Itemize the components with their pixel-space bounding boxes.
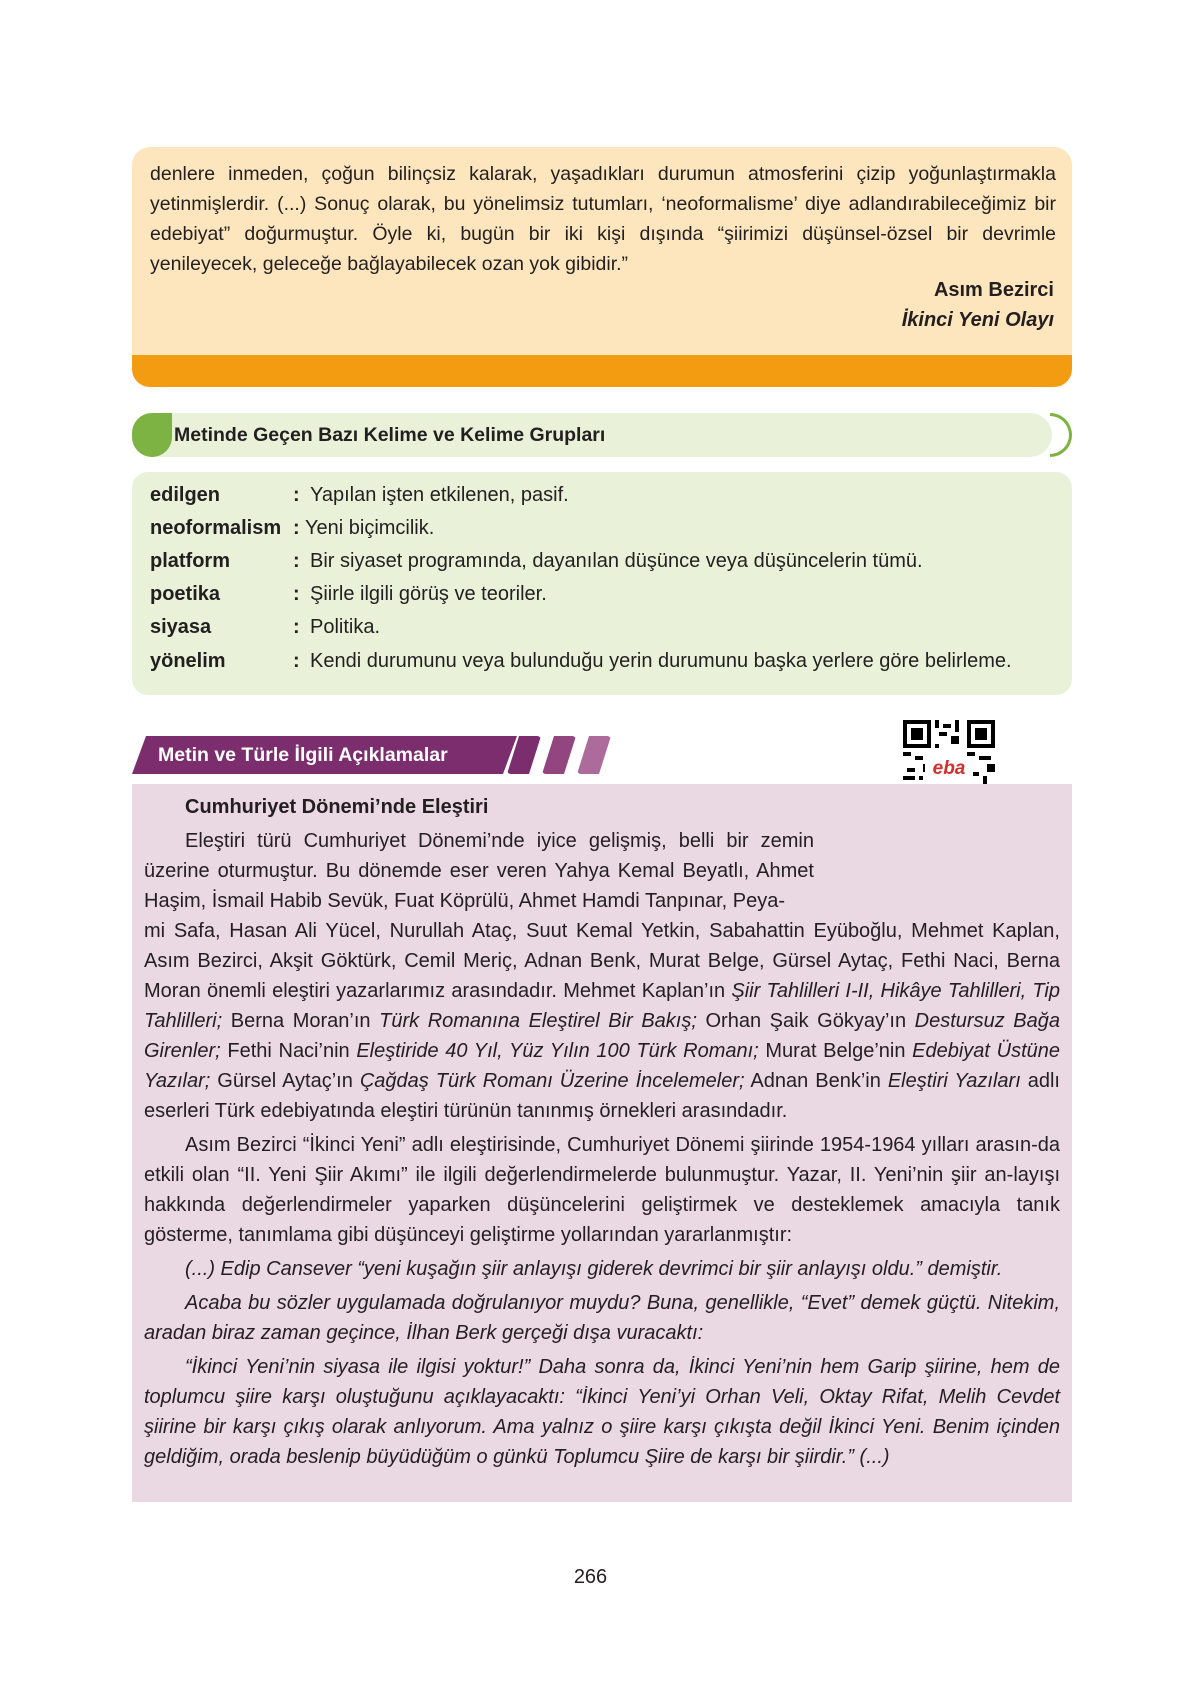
section-heading: Cumhuriyet Dönemi’nde Eleştiri (185, 796, 489, 818)
paragraph: Acaba bu sözler uygulamada doğrulanıyor muydu? Buna, genellikle, “Evet” demek güçtü. Nitekim, aradan biraz zaman geçince, İlhan Berk gerçeği dışa vuracaktı: (144, 1292, 1060, 1344)
section-header (132, 736, 612, 774)
vocab-term: poetika (150, 583, 221, 605)
quote-author: Asım Bezirci (933, 279, 1054, 301)
quote-text: denlere inmeden, çoğun bilinçsiz kalarak, yaşadıkları durumun atmosferini çizip yoğunlaştırmakla yetinmişlerdir. (...) Sonuç olarak, bu yönelimsiz tutumları, ‘neoformalisme’ diye adlandırabileceğimiz bir edebiyat” doğurmuştur. Öyle ki, bugün bir iki kişi dışında “şiirimizi düşünsel-özsel bir devrimle yenileyecek, geleceğe bağlayabilecek ozan yok gibidir.” (150, 163, 1056, 275)
vocab-colon: : (293, 616, 300, 638)
quote-accent-bar (132, 355, 1072, 387)
quote-source: İkinci Yeni Olayı (901, 309, 1054, 331)
vocab-definition: Kendi durumunu veya bulunduğu yerin durumunu başka yerlere göre belirleme. (310, 650, 1012, 672)
vocab-colon: : (293, 650, 300, 672)
vocab-colon: : (293, 550, 300, 572)
page-number: 266 (573, 1566, 608, 1588)
section-title: Metin ve Türle İlgili Açıklamalar (158, 744, 448, 766)
body-text (144, 826, 1060, 1472)
vocab-definition: Politika. (310, 616, 381, 638)
vocab-list (132, 472, 1072, 695)
vocab-colon: : (293, 517, 300, 539)
vocab-header (132, 413, 1072, 457)
main-panel (132, 784, 1072, 1502)
vocab-definition: Şiirle ilgili görüş ve teoriler. (310, 583, 547, 605)
eba-logo: eba (925, 758, 973, 780)
vocab-term: siyasa (150, 616, 212, 638)
vocab-title: Metinde Geçen Bazı Kelime ve Kelime Grupları (174, 424, 606, 446)
vocab-definition: Yeni biçimcilik. (305, 517, 435, 539)
vocab-definition: Bir siyaset programında, dayanılan düşünce veya düşüncelerin tümü. (310, 550, 923, 572)
vocab-term: platform (150, 550, 230, 572)
vocab-term: neoformalism (150, 517, 282, 539)
vocab-definition: Yapılan işten etkilenen, pasif. (310, 484, 569, 506)
paragraph: (...) Edip Cansever “yeni kuşağın şiir anlayışı giderek devrimci bir şiir anlayışı oldu.” demiştir. (185, 1258, 1003, 1280)
vocab-term: yönelim (150, 650, 226, 672)
vocab-colon: : (293, 484, 300, 506)
leaf-icon (132, 413, 172, 457)
quote-box (132, 147, 1072, 387)
vocab-colon: : (293, 583, 300, 605)
paragraph: mi Safa, Hasan Ali Yücel, Nurullah Ataç, Suut Kemal Yetkin, Sabahattin Eyüboğlu, Mehmet Kaplan, Asım Bezirci, Akşit Göktürk, Cemil Meriç, Adnan Benk, Murat Belge, Gürsel Aytaç, Fethi Naci, Berna Moran önemli eleştiri yazarlarımız arasındadır. Mehmet Kaplan’ın Şiir Tahlilleri I-II, Hikâye Tahlilleri, Tip Tahlilleri; Berna Moran’ın Türk Romanına Eleştirel Bir Bakış; Orhan Şaik Gökyay’ın Destursuz Bağa Girenler; Fethi Naci’nin Eleştiride 40 Yıl, Yüz Yılın 100 Türk Romanı; Murat Belge’nin Edebiyat Üstüne Yazılar; Gürsel Aytaç’ın Çağdaş Türk Romanı Üzerine İncelemeler; Adnan Benk’in Eleştiri Yazıları adlı eserleri Türk edebiyatında eleştiri türünün tanınmış örnekleri arasındadır. (144, 920, 1060, 1122)
paragraph: “İkinci Yeni’nin siyasa ile ilgisi yoktur!” Daha sonra da, İkinci Yeni’nin hem Garip şiirine, hem de toplumcu şiire karşı oluştuğunu açıklayacaktı: “İkinci Yeni’yi Orhan Veli, Oktay Rifat, Melih Cevdet şiirine bir karşı çıkış olarak anlıyorum. Ama yalnız o şiire karşı çıkışta değil İkinci Yeni. Benim içinden geldiğim, orada beslenip büyüdüğüm o günkü Toplumcu Şiire de karşı bir şiirdir.” (...) (144, 1356, 1060, 1468)
section-stripe (577, 736, 611, 774)
vocab-term: edilgen (150, 484, 221, 506)
paragraph: Asım Bezirci “İkinci Yeni” adlı eleştirisinde, Cumhuriyet Dönemi şiirinde 1954-1964 yılları arasın-da etkili olan “II. Yeni Şiir Akımı” ile ilgili değerlendirmelerde bulunmuştur. Yazar, II. Yeni’nin şiir an-layışı hakkında değerlendirmeler yaparken düşüncelerini geliştirmek ve desteklemek amacıyla tanık gösterme, tanımlama gibi düşünceyi geliştirme yollarından yararlanmıştır: (144, 1134, 1060, 1246)
paragraph: Eleştiri türü Cumhuriyet Dönemi’nde iyice gelişmiş, belli bir zemin üzerine oturmuştur. Bu dönemde eser veren Yahya Kemal Beyatlı, Ahmet Haşim, İsmail Habib Sevük, Fuat Köprülü, Ahmet Hamdi Tanpınar, Peya- (144, 830, 814, 912)
section-stripe (542, 736, 576, 774)
